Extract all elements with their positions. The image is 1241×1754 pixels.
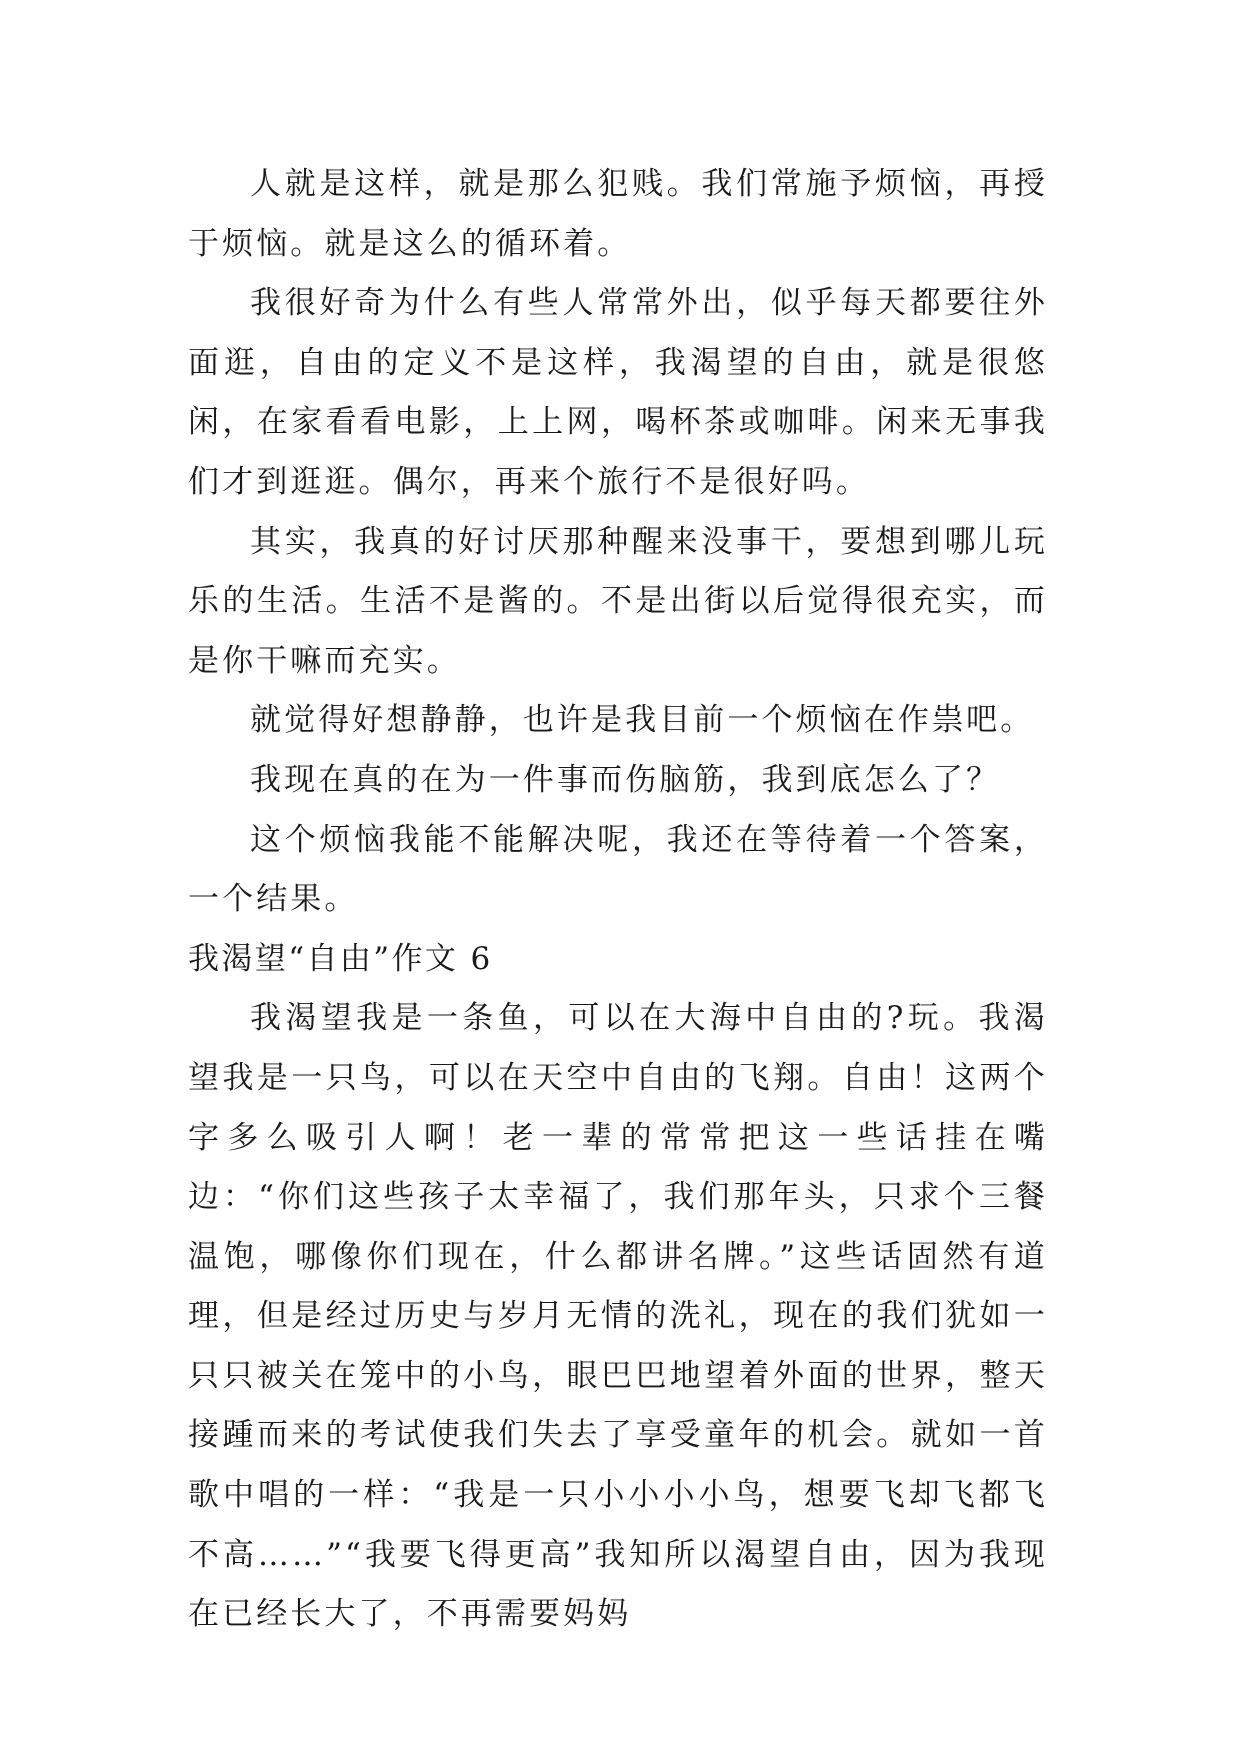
paragraph: 其实，我真的好讨厌那种醒来没事干，要想到哪儿玩乐的生活。生活不是酱的。不是出街以后觉得很充实，而是你干嘛而充实。 [188,523,1048,679]
paragraph: 就觉得好想静静，也许是我目前一个烦恼在作祟吧。 [250,702,1035,739]
paragraph: 我现在真的在为一件事而伤脑筋，我到底怎么了？ [250,761,1001,798]
paragraph: 我很好奇为什么有些人常常外出，似乎每天都要往外面逛，自由的定义不是这样，我渴望的自由，就是很悠闲，在家看看电影，上上网，喝杯茶或咖啡。闲来无事我们才到逛逛。偶尔，再来个旅行不是很好吗。 [188,285,1048,500]
document-body [188,155,1048,1645]
paragraph: 这个烦恼我能不能解决呢，我还在等待着一个答案，一个结果。 [188,821,1048,918]
paragraph: 人就是这样，就是那么犯贱。我们常施予烦恼，再授于烦恼。就是这么的循环着。 [188,166,1048,262]
paragraph: 我渴望我是一条鱼，可以在大海中自由的?玩。我渴望我是一只鸟，可以在天空中自由的飞翔。自由！这两个字多么吸引人啊！老一辈的常常把这一些话挂在嘴边：“你们这些孩子太幸福了，我们那年头，只求个三餐温饱，哪像你们现在，什么都讲名牌。”这些话固然有道理，但是经过历史与岁月无情的洗礼，现在的我们犹如一只只被关在笼中的小鸟，眼巴巴地望着外面的世界，整天接踵而来的考试使我们失去了享受童年的机会。就如一首歌中唱的一样：“我是一只小小小小鸟，想要飞却飞都飞不高……”“我要飞得更高”我知所以渴望自由，因为我现在已经长大了，不再需要妈妈 [188,1000,1048,1633]
section-heading: 我渴望“自由”作文 6 [188,940,493,977]
